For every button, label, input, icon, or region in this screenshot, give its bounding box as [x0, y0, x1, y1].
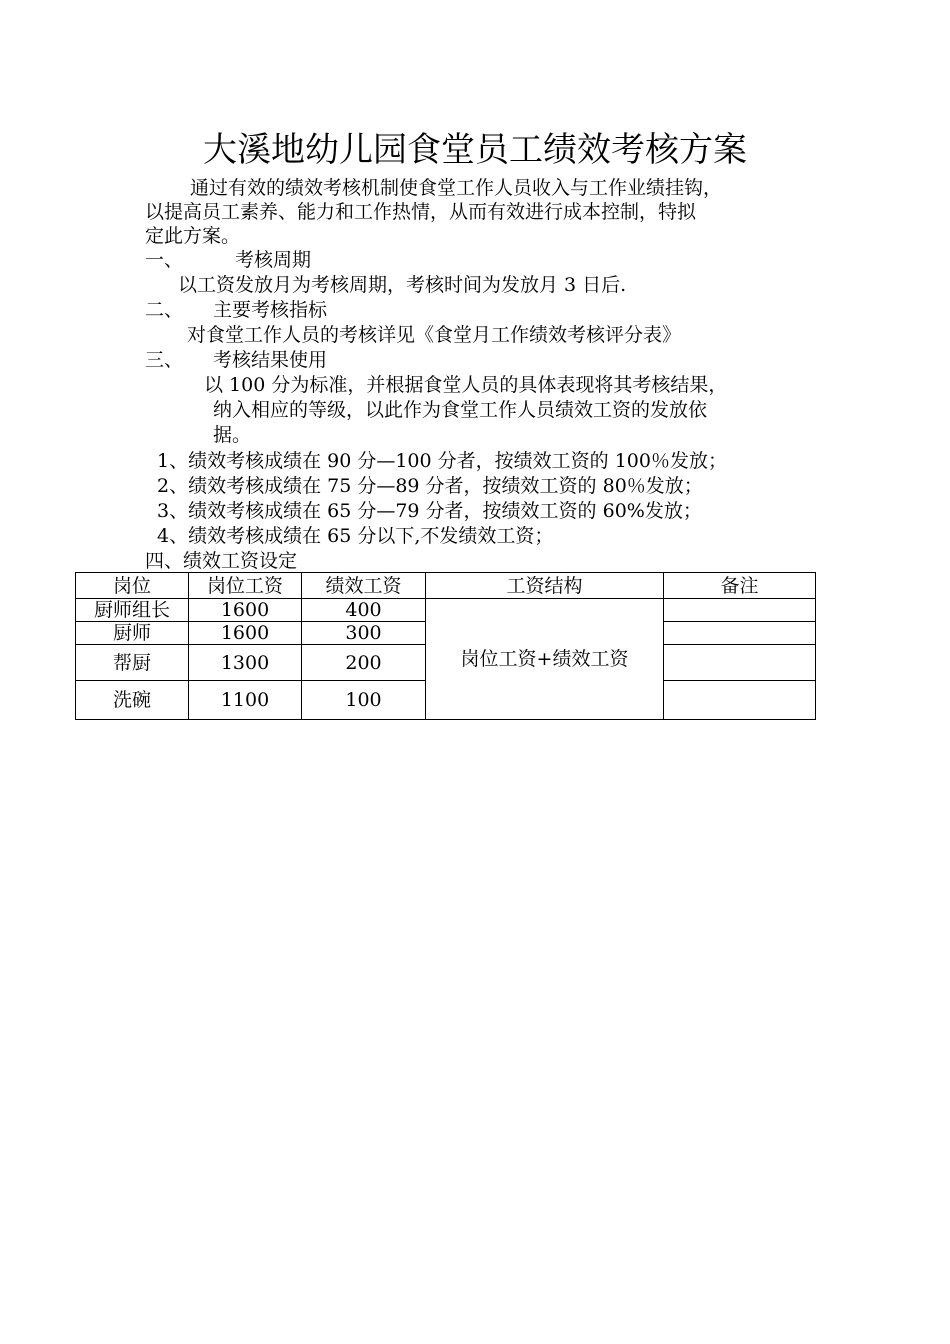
section-4-heading: 四、绩效工资设定: [145, 550, 298, 572]
base-salary-cell: 1600: [189, 599, 302, 622]
rule-3: 3、绩效考核成绩在 65 分—79 分者，按绩效工资的 60%发放；: [157, 500, 702, 522]
intro-line-1: 通过有效的绩效考核机制使食堂工作人员收入与工作业绩挂钩，: [190, 177, 723, 199]
base-salary-cell: 1100: [189, 681, 302, 720]
position-cell: 厨师: [76, 622, 189, 645]
base-salary-cell: 1300: [189, 645, 302, 681]
position-cell: 厨师组长: [76, 599, 189, 622]
position-cell: 帮厨: [76, 645, 189, 681]
section-2-heading: 主要考核指标: [213, 299, 328, 321]
table-row: [76, 599, 816, 622]
table-header-cell: 绩效工资: [302, 573, 426, 599]
intro-line-2: 以提高员工素养、能力和工作热情，从而有效进行成本控制，特拟: [145, 201, 697, 223]
document-title: 大溪地幼儿园食堂员工绩效考核方案: [203, 130, 747, 170]
note-cell: [664, 622, 816, 645]
performance-salary-cell: 200: [302, 645, 426, 681]
position-cell: 洗碗: [76, 681, 189, 720]
intro-line-3: 定此方案。: [145, 225, 241, 247]
performance-salary-cell: 100: [302, 681, 426, 720]
note-cell: [664, 645, 816, 681]
note-cell: [664, 681, 816, 720]
salary-table: [75, 572, 816, 720]
section-3-line-3: 据。: [213, 424, 252, 446]
section-1-heading: 考核周期: [235, 249, 312, 271]
section-3-heading: 考核结果使用: [213, 349, 328, 371]
section-3-line-1: 以 100 分为标准，并根据食堂人员的具体表现将其考核结果，: [204, 374, 728, 396]
section-3-number: 三、: [145, 349, 184, 371]
base-salary-cell: 1600: [189, 622, 302, 645]
section-1-text: 以工资发放月为考核周期，考核时间为发放月 3 日后.: [178, 274, 627, 296]
performance-salary-cell: 300: [302, 622, 426, 645]
salary-structure-cell: 岗位工资+绩效工资: [426, 599, 664, 720]
table-header-cell: 备注: [664, 573, 816, 599]
table-header-row: [76, 573, 816, 599]
section-2-number: 二、: [145, 299, 184, 321]
rule-2: 2、绩效考核成绩在 75 分—89 分者，按绩效工资的 80％发放；: [157, 475, 703, 497]
rule-4: 4、绩效考核成绩在 65 分以下,不发绩效工资；: [157, 525, 554, 547]
table-header-cell: 工资结构: [426, 573, 664, 599]
note-cell: [664, 599, 816, 622]
section-3-line-2: 纳入相应的等级，以此作为食堂工作人员绩效工资的发放依: [213, 399, 708, 421]
rule-1: 1、绩效考核成绩在 90 分—100 分者，按绩效工资的 100％发放；: [157, 450, 727, 472]
table-header-cell: 岗位: [76, 573, 189, 599]
section-1-number: 一、: [145, 249, 184, 271]
performance-salary-cell: 400: [302, 599, 426, 622]
section-2-text: 对食堂工作人员的考核详见《食堂月工作绩效考核评分表》: [187, 324, 682, 346]
table-header-cell: 岗位工资: [189, 573, 302, 599]
